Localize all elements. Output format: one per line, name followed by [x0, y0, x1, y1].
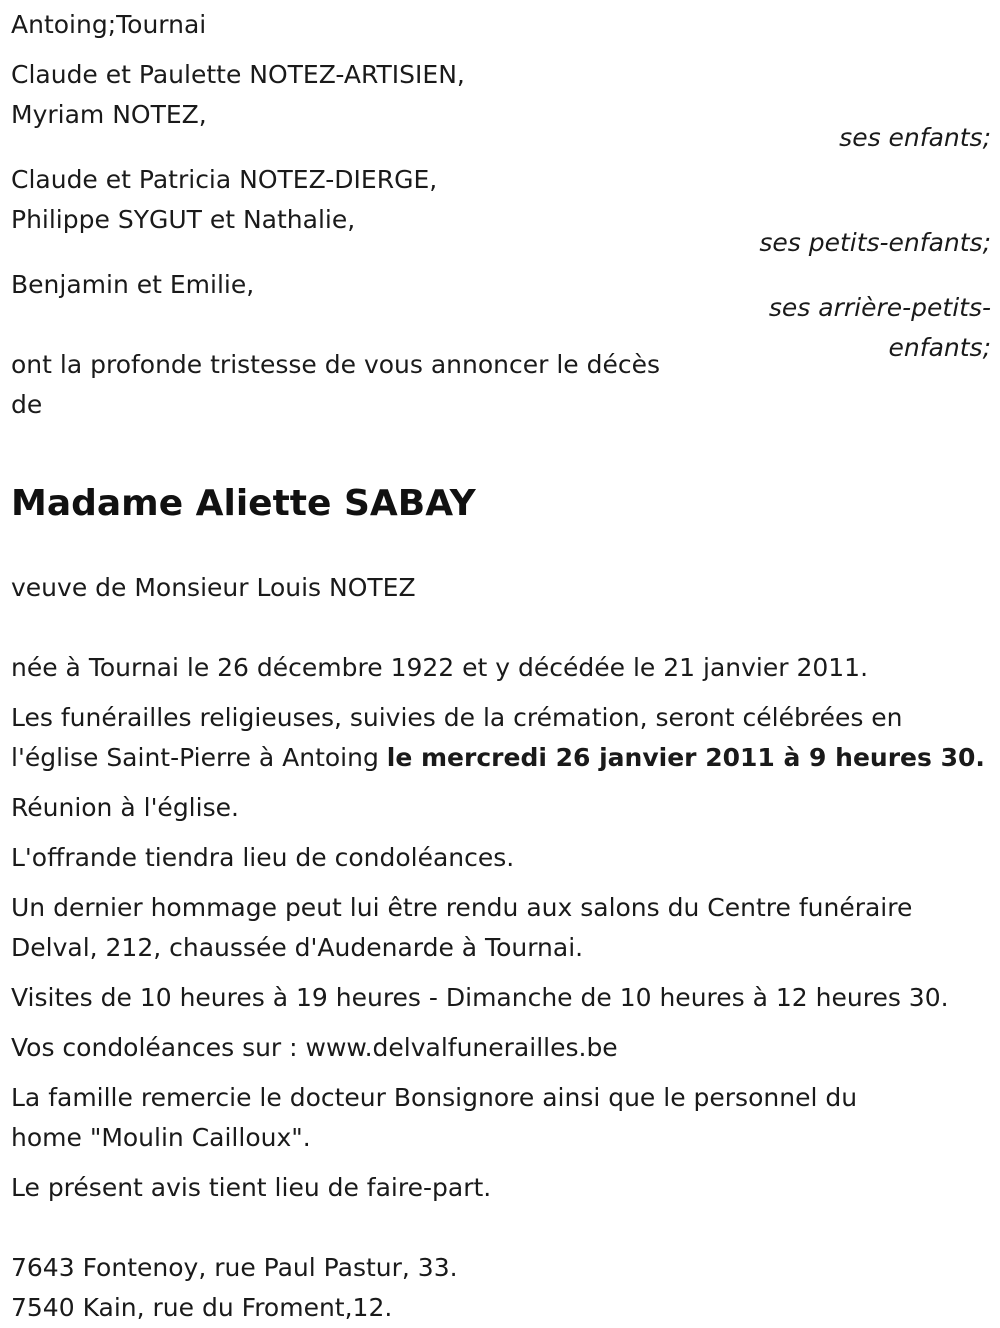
grandchildren-role: ses petits-enfants;	[759, 228, 991, 257]
ceremony-datetime: le mercredi 26 janvier 2011 à 9 heures 30.	[386, 743, 985, 772]
thanks-line-2: home "Moulin Cailloux".	[11, 1123, 311, 1152]
offering: L'offrande tiendra lieu de condoléances.	[11, 843, 515, 872]
deceased-name: Madame Aliette SABAY	[11, 483, 476, 524]
addresses	[11, 1248, 991, 1328]
announcement-line-2: de	[11, 390, 43, 419]
grandchildren-group	[11, 160, 991, 263]
address-2: 7540 Kain, rue du Froment,12.	[11, 1293, 393, 1322]
visits: Visites de 10 heures à 19 heures - Dimanche de 10 heures à 12 heures 30.	[11, 983, 949, 1012]
children-name-1: Claude et Paulette NOTEZ-ARTISIEN,	[11, 60, 465, 89]
ceremony-place: l'église Saint-Pierre à Antoing	[11, 743, 387, 772]
grandchildren-name-1: Claude et Patricia NOTEZ-DIERGE,	[11, 165, 438, 194]
location: Antoing;Tournai	[11, 10, 207, 39]
children-role: ses enfants;	[839, 123, 991, 152]
great-grandchildren-name: Benjamin et Emilie,	[11, 270, 255, 299]
children-group	[11, 55, 991, 158]
ceremony-line-1: Les funérailles religieuses, suivies de la crémation, seront célébrées en	[11, 703, 903, 732]
grandchildren-name-2: Philippe SYGUT et Nathalie,	[11, 205, 356, 234]
obituary-notice	[11, 5, 991, 1328]
ceremony	[11, 698, 991, 778]
birth-death: née à Tournai le 26 décembre 1922 et y décédée le 21 janvier 2011.	[11, 653, 869, 682]
notice: Le présent avis tient lieu de faire-part.	[11, 1173, 492, 1202]
widow-of: veuve de Monsieur Louis NOTEZ	[11, 573, 416, 602]
thanks	[11, 1078, 991, 1158]
great-grandchildren-role-line-2: enfants;	[888, 333, 991, 362]
great-grandchildren-role	[769, 288, 991, 368]
great-grandchildren-group	[11, 265, 991, 425]
gathering: Réunion à l'église.	[11, 793, 239, 822]
children-name-2: Myriam NOTEZ,	[11, 100, 207, 129]
great-grandchildren-role-line-1: ses arrière-petits-	[768, 293, 991, 322]
tribute-line-2: Delval, 212, chaussée d'Audenarde à Tournai.	[11, 933, 584, 962]
address-1: 7643 Fontenoy, rue Paul Pastur, 33.	[11, 1253, 458, 1282]
tribute	[11, 888, 991, 968]
tribute-line-1: Un dernier hommage peut lui être rendu aux salons du Centre funéraire	[11, 893, 913, 922]
thanks-line-1: La famille remercie le docteur Bonsignore ainsi que le personnel du	[11, 1083, 858, 1112]
condolences: Vos condoléances sur : www.delvalfunerailles.be	[11, 1033, 618, 1062]
ceremony-line-2	[11, 738, 991, 778]
announcement-line-1: ont la profonde tristesse de vous annoncer le décès	[11, 350, 661, 379]
